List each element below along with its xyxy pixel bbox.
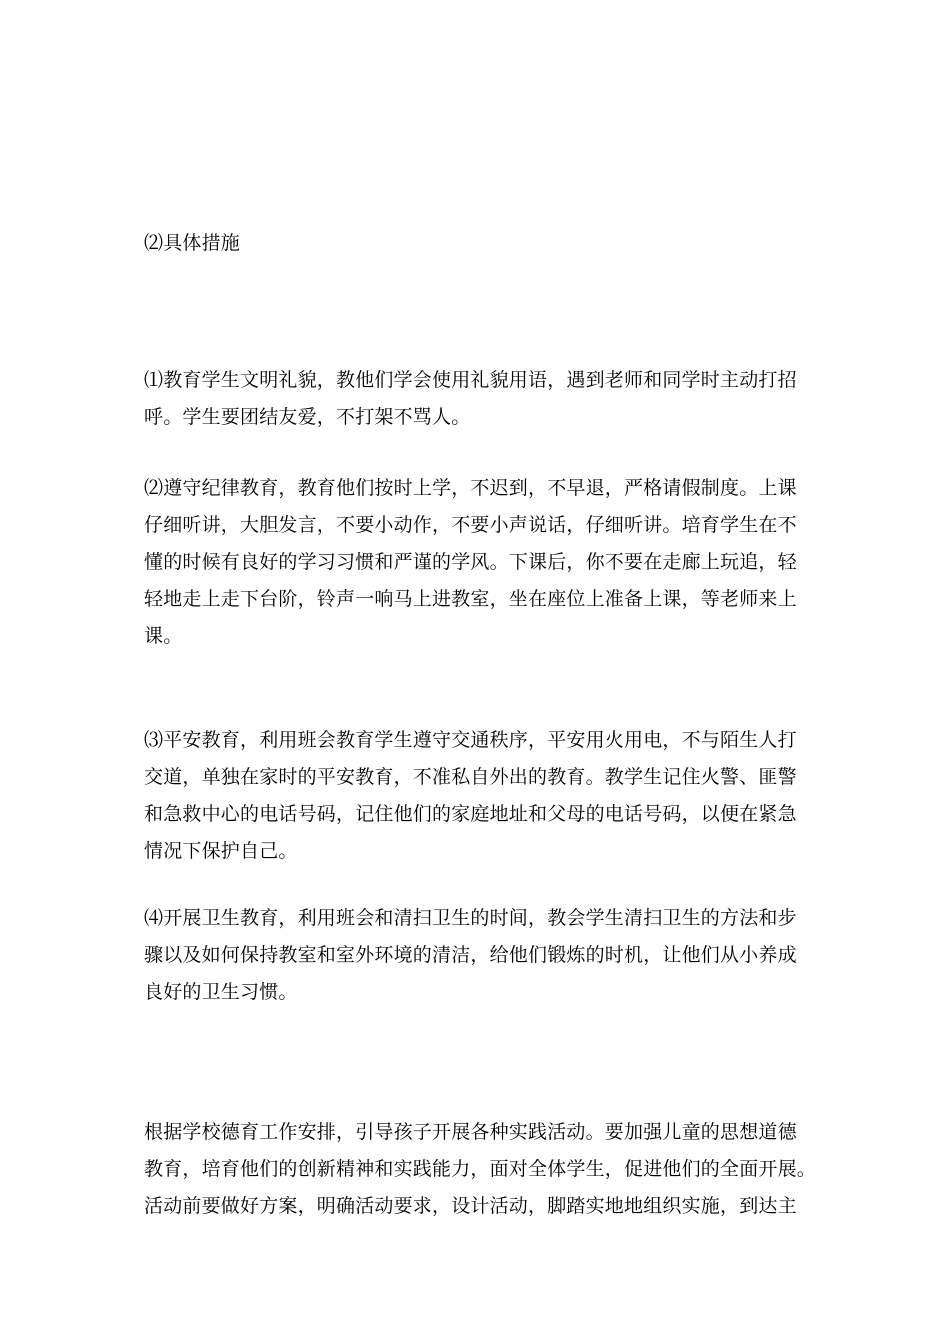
paragraph-line: 活动前要做好方案，明确活动要求，设计活动，脚踏实地地组织实施，到达主 — [144, 1195, 797, 1217]
paragraph-line: ⑵遵守纪律教育，教育他们按时上学，不迟到，不早退，严格请假制度。上课 — [144, 477, 797, 499]
paragraph-safety — [144, 722, 809, 870]
paragraph-line: 轻地走上走下台阶，铃声一响马上进教室，坐在座位上准备上课，等老师来上 — [144, 588, 797, 610]
paragraph-line: 懂的时候有良好的学习习惯和严谨的学风。下课后，你不要在走廊上玩追，轻 — [144, 551, 797, 573]
section-heading — [144, 225, 809, 262]
paragraph-line: 呼。学生要团结友爱，不打架不骂人。 — [144, 406, 471, 428]
paragraph-line: 骤以及如何保持教室和室外环境的清洁，给他们锻炼的时机，让他们从小养成 — [144, 944, 797, 966]
paragraph-courtesy — [144, 362, 809, 436]
paragraph-line: 教育，培育他们的创新精神和实践能力，面对全体学生，促进他们的全面开展。 — [144, 1158, 817, 1180]
paragraph-line: 交道，单独在家时的平安教育，不准私自外出的教育。教学生记住火警、匪警 — [144, 766, 797, 788]
paragraph-hygiene — [144, 900, 809, 1011]
paragraph-discipline — [144, 470, 809, 655]
paragraph-line: ⑶平安教育，利用班会教育学生遵守交通秩序，平安用火用电，不与陌生人打 — [144, 729, 797, 751]
heading-text: ⑵具体措施 — [144, 232, 241, 254]
paragraph-line: 课。 — [144, 625, 183, 647]
paragraph-activities — [144, 1114, 817, 1225]
paragraph-line: 仔细听讲，大胆发言，不要小动作，不要小声说话，仔细听讲。培育学生在不 — [144, 514, 797, 536]
paragraph-line: 根据学校德育工作安排，引导孩子开展各种实践活动。要加强儿童的思想道德 — [144, 1121, 797, 1143]
paragraph-line: 情况下保护自己。 — [144, 840, 298, 862]
paragraph-line: ⑷开展卫生教育，利用班会和清扫卫生的时间，教会学生清扫卫生的方法和步 — [144, 907, 797, 929]
paragraph-line: 和急救中心的电话号码，记住他们的家庭地址和父母的电话号码，以便在紧急 — [144, 803, 797, 825]
paragraph-line: 良好的卫生习惯。 — [144, 981, 298, 1003]
paragraph-line: ⑴教育学生文明礼貌，教他们学会使用礼貌用语，遇到老师和同学时主动打招 — [144, 369, 797, 391]
